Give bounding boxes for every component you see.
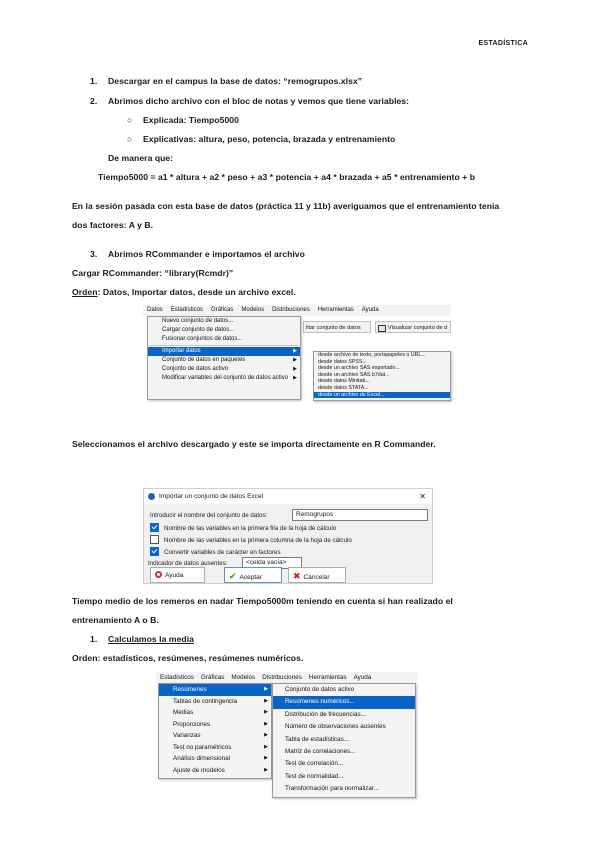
step-2-number: 2. [90,96,98,106]
menubar-item-estadisticos[interactable]: Estadísticos [170,307,204,313]
menubar-item-distribuciones[interactable]: Distribuciones [262,674,302,681]
menu-nuevo-conjunto[interactable]: Nuevo conjunto de datos... [162,318,234,324]
submenu-spss[interactable]: desde datos SPSS... [318,358,367,365]
submenu-sas-exportado[interactable]: desde un archivo SAS exportado... [318,365,400,372]
dialog-title: Importar un conjunto de datos Excel [159,493,264,500]
submenu-texto[interactable]: desde archivo de texto, portapapeles o URL... [318,352,426,358]
chevron-right-icon: ▶ [264,766,268,773]
chevron-right-icon: ▶ [293,348,297,354]
menu-varianzas-label: Varianzas [173,732,201,739]
submenu-conjunto-activo[interactable]: Conjunto de datos activo [285,686,355,693]
chevron-right-icon: ▶ [264,755,268,761]
submenu-excel[interactable]: desde un archivo de Excel... [314,392,450,399]
submenu-matriz-correlaciones[interactable]: Matriz de correlaciones... [285,747,356,755]
chevron-right-icon: ▶ [293,357,297,363]
accept-button-label: Aceptar [239,574,262,581]
submenu-test-normalidad[interactable]: Test de normalidad... [285,772,344,780]
menu-resumenes-label: Resúmenes [173,686,207,693]
checkbox-checked[interactable] [150,523,159,532]
menu-medias-label: Medias [173,709,194,716]
submenu-test-correlacion[interactable]: Test de correlación... [285,760,344,768]
close-icon[interactable]: ✕ [419,492,426,501]
menubar-item-herramientas[interactable]: Herramientas [308,674,347,681]
bullet-explicativas: Explicativas: altura, peso, potencia, brazada y entrenamiento [143,134,396,144]
menu-importar-datos[interactable] [148,347,300,356]
chevron-right-icon: ▶ [293,366,297,372]
menubar-item-ayuda[interactable]: Ayuda [361,307,379,313]
menu-proporciones-label: Proporciones [173,720,211,728]
menu-cargar-conjunto[interactable]: Cargar conjunto de datos... [162,327,235,333]
menu-conjunto-paquetes-label: Conjunto de datos en paquetes [162,357,246,363]
menu-conjunto-paquetes[interactable] [148,356,300,365]
dialog-titlebar [144,489,432,504]
menubar-item-modelos[interactable]: Modelos [241,307,265,313]
step-3-text: Abrimos RCommander e importamos el archivo [108,249,305,259]
dataset-name-label: Introducir el nombre del conjunto de datos: [150,512,268,519]
menu-test-no-parametricos[interactable] [159,742,271,754]
submenu-tabla-estadisticas[interactable]: Tabla de estadísticas... [285,735,350,743]
chevron-right-icon: ▶ [264,697,268,704]
menu-analisis-dimensional[interactable] [159,753,271,765]
screenshot-estadisticos-menu [156,672,418,800]
menubar-item-graficas[interactable]: Gráficas [200,674,225,681]
estadisticos-dropdown [158,683,272,779]
option-convert-factors[interactable] [150,547,281,557]
menu-test-no-parametricos-label: Test no paramétricos [173,743,232,751]
manera-label: De manera que: [108,153,174,163]
accept-button[interactable] [224,567,282,583]
importar-submenu [313,351,451,401]
step-3-number: 3. [90,249,98,259]
checkbox-checked[interactable] [150,547,159,556]
step-1-number: 1. [90,76,98,86]
checkbox-unchecked[interactable] [150,535,159,544]
r-logo-icon [148,493,155,500]
help-button[interactable] [150,567,205,583]
bullet-1-marker: ○ [127,115,133,125]
menu-tablas-contingencia[interactable] [159,696,271,708]
orden-2: Orden: estadísticos, resúmenes, resúmenes numéricos. [72,653,304,663]
cargar-rcommander: Cargar RCommander: “library(Rcmdr)” [72,268,234,278]
chevron-right-icon: ▶ [264,686,268,692]
menubar-2 [156,672,418,683]
submenu-transformacion-normalizar[interactable]: Transformación para normalizar... [285,785,379,793]
screenshot-datos-menu [143,305,451,400]
menu-varianzas[interactable] [159,730,271,742]
option-names-first-column[interactable] [150,535,352,545]
dataset-name-input[interactable]: Remogrupos [292,509,428,521]
help-button-label: Ayuda [165,572,184,579]
menu-medias[interactable] [159,707,271,719]
option-names-first-row-label: Nombre de las variables en la primera fila de la hoja de cálculo [164,525,337,532]
chevron-right-icon: ▶ [264,743,268,750]
submenu-distribucion-frecuencias[interactable]: Distribución de frecuencias... [285,710,366,718]
resumenes-submenu [272,683,416,798]
page-header: ESTADÍSTICA [478,40,528,47]
submenu-stata[interactable]: desde datos STATA... [318,384,369,391]
chevron-right-icon: ▶ [293,375,297,381]
orden-1 [72,287,296,298]
option-convert-factors-label: Convertir variables de carácter en factores [164,549,281,556]
orden-1-text: : Datos, Importar datos, desde un archivo excel. [97,287,296,297]
view-dataset-label: Visualizar conjunto de d [388,325,448,331]
cancel-button-label: Cancelar [303,574,330,581]
cancel-button[interactable] [288,567,346,583]
submenu-minitab[interactable]: desde datos Minitab... [318,378,370,385]
menu-ajuste-modelos[interactable] [159,765,271,777]
menu-modificar-variables-label: Modificar variables del conjunto de datos activo [162,375,289,381]
table-icon [378,325,386,332]
menu-proporciones[interactable] [159,719,271,731]
submenu-sas-b7dat[interactable]: desde un archivo SAS b7dat... [318,371,390,378]
menu-importar-datos-label: Importar datos [162,348,201,354]
step-2-text: Abrimos dicho archivo con el bloc de notas y vemos que tiene variables: [108,96,410,106]
edit-dataset-button[interactable]: litar conjunto de datos [303,321,371,333]
step-4-number: 1. [90,634,98,644]
checkmark-icon: ✔ [229,571,237,581]
missing-indicator-input[interactable]: <celda vacía> [242,557,302,569]
step-1-text: Descargar en el campus la base de datos: “remogrupos.xlsx” [108,76,363,86]
menubar-item-graficas[interactable]: Gráficas [211,307,234,313]
menubar-item-modelos[interactable]: Modelos [231,674,256,681]
menu-modificar-variables[interactable] [148,374,300,383]
chevron-right-icon: ▶ [264,720,268,727]
import-excel-dialog [143,488,433,584]
datos-dropdown [147,316,301,400]
chevron-right-icon: ▶ [264,709,268,715]
menubar-item-datos[interactable]: Datos [147,307,163,313]
submenu-observaciones-ausentes[interactable]: Número de observaciones ausentes [285,723,386,731]
menubar-item-estadisticos[interactable]: Estadísticos [160,674,194,681]
paragraph-3-line-1: Tiempo medio de los remeros en nadar Tiempo5000m teniendo en cuenta si han realizado el [72,596,453,606]
paragraph-3-line-2: entrenamiento A o B. [72,615,159,625]
menubar-item-ayuda[interactable]: Ayuda [353,674,372,681]
orden-1-label: Orden [72,287,98,297]
menu-conjunto-activo[interactable] [148,365,300,374]
paragraph-1-line-2: dos factores: A y B. [72,220,154,230]
menu-resumenes[interactable] [159,684,271,696]
cross-icon: ✖ [293,571,301,581]
lifebuoy-icon [155,571,162,578]
paragraph-2: Seleccionamos el archivo descargado y este se importa directamente en R Commander. [72,439,436,449]
submenu-resumenes-numericos[interactable]: Resúmenes numéricos... [273,696,415,708]
menubar-item-herramientas[interactable]: Herramientas [317,307,354,313]
option-names-first-row[interactable] [150,523,336,533]
menu-tablas-contingencia-label: Tablas de contingencia [173,697,238,705]
menubar-1 [143,305,451,316]
menu-conjunto-activo-label: Conjunto de datos activo [162,366,229,372]
menubar-item-distribuciones[interactable]: Distribuciones [272,307,310,313]
paragraph-1-line-1: En la sesión pasada con esta base de datos (práctica 11 y 11b) averiguamos que el entrenamiento tenía [72,201,500,211]
missing-indicator-label: Indicador de datos ausentes: [148,560,228,567]
step-4-text: Calculamos la media [108,634,194,644]
bullet-explicada: Explicada: Tiempo5000 [143,115,239,125]
menu-ajuste-modelos-label: Ajuste de modelos [173,766,225,774]
option-names-first-column-label: Nombre de las variables en la primera columna de la hoja de cálculo [164,537,352,544]
menu-fusionar-conjuntos[interactable]: Fusionar conjuntos de datos... [162,336,243,342]
formula: Tiempo5000 = a1 * altura + a2 * peso + a3 * potencia + a4 * brazada + a5 * entrenamiento + b [98,172,476,182]
view-dataset-button[interactable] [375,321,451,333]
bullet-2-marker: ○ [127,134,133,144]
menu-separator [150,345,298,346]
chevron-right-icon: ▶ [264,732,268,738]
menu-analisis-dimensional-label: Análisis dimensional [173,755,231,762]
